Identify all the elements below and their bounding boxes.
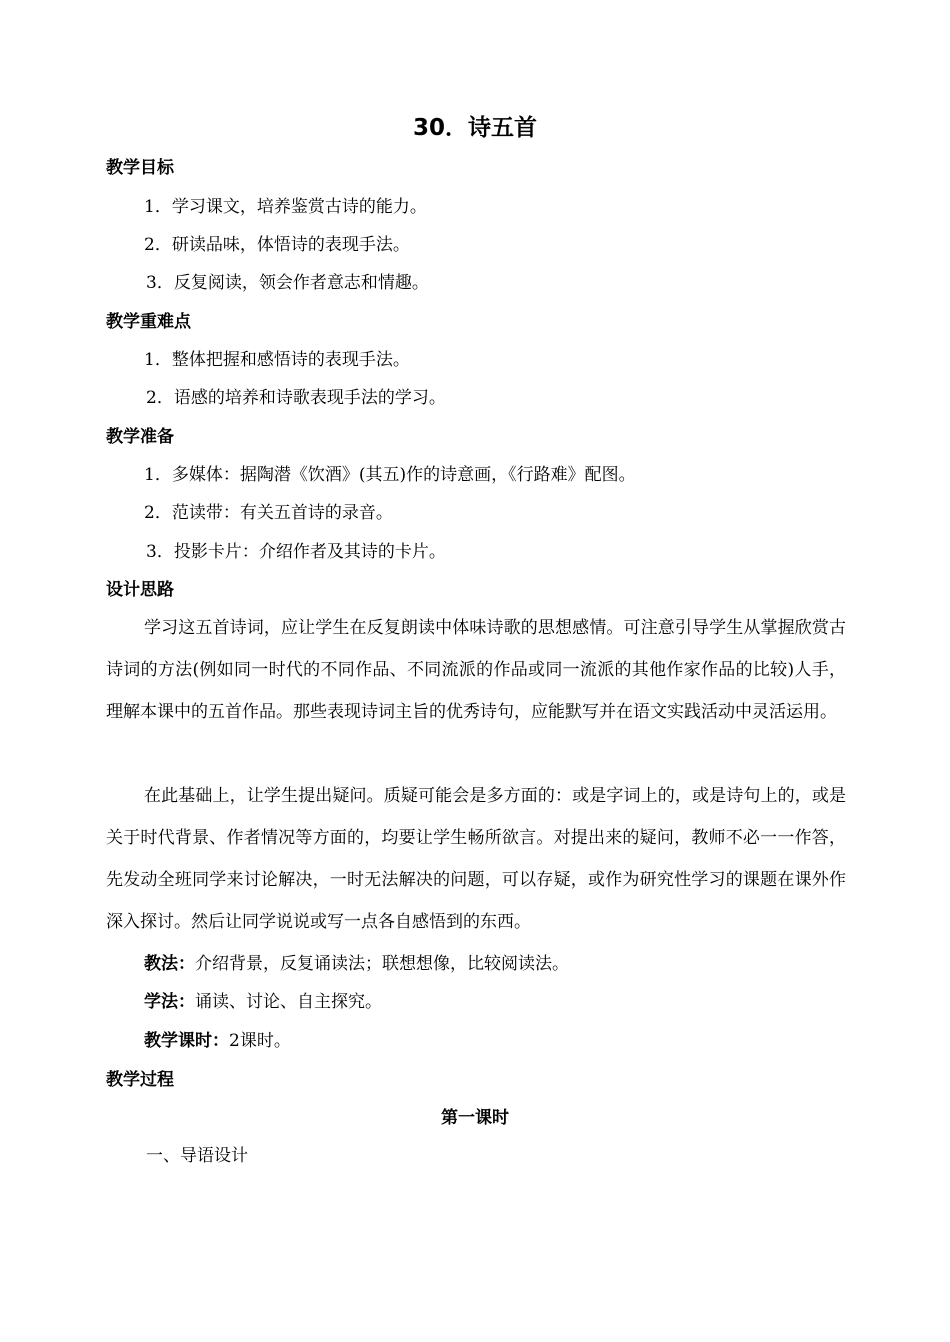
objective-item: 1．学习课文，培养鉴赏古诗的能力。 bbox=[144, 197, 427, 217]
key-points-heading: 教学重难点 bbox=[106, 312, 191, 332]
class-hours-label: 教学课时： bbox=[144, 1031, 229, 1051]
preparation-item: 2．范读带：有关五首诗的录音。 bbox=[144, 503, 393, 523]
learning-method-label: 学法： bbox=[144, 992, 195, 1012]
learning-method bbox=[144, 991, 382, 1013]
key-point-item: 1．整体把握和感悟诗的表现手法。 bbox=[144, 350, 410, 370]
key-point-item: 2．语感的培养和诗歌表现手法的学习。 bbox=[146, 388, 446, 408]
teaching-method bbox=[144, 953, 569, 975]
preparation-heading: 教学准备 bbox=[106, 427, 174, 447]
preparation-item: 3．投影卡片：介绍作者及其诗的卡片。 bbox=[146, 542, 446, 562]
learning-method-text: 诵读、讨论、自主探究。 bbox=[195, 992, 382, 1012]
design-paragraph: 学习这五首诗词，应让学生在反复朗读中体味诗歌的思想感情。可注意引导学生从掌握欣赏古诗词的方法(例如同一时代的不同作品、不同流派的作品或同一流派的其他作家作品的比较)人手，理解本课中的五首作品。那些表现诗词主旨的优秀诗句，应能默写并在语文实践活动中灵活运用。 bbox=[106, 618, 846, 722]
teaching-method-label: 教法： bbox=[144, 954, 195, 974]
process-step: 一、导语设计 bbox=[146, 1146, 248, 1166]
class-hours bbox=[144, 1030, 291, 1052]
objective-item: 2．研读品味，体悟诗的表现手法。 bbox=[144, 235, 410, 255]
objectives-heading: 教学目标 bbox=[106, 158, 174, 178]
design-heading: 设计思路 bbox=[106, 580, 174, 600]
lesson-title: 第一课时 bbox=[441, 1108, 509, 1128]
design-paragraph: 在此基础上，让学生提出疑问。质疑可能会是多方面的：或是字词上的，或是诗句上的，或是关于时代背景、作者情况等方面的，均要让学生畅所欲言。对提出来的疑问，教师不必一一作答，先发动全班同学来讨论解决，一时无法解决的问题，可以存疑，或作为研究性学习的课题在课外作深入探讨。然后让同学说说或写一点各自感悟到的东西。 bbox=[106, 786, 846, 932]
class-hours-text: 2课时。 bbox=[229, 1031, 291, 1051]
objective-item: 3．反复阅读，领会作者意志和情趣。 bbox=[146, 273, 429, 293]
preparation-item: 1．多媒体：据陶潜《饮酒》(其五)作的诗意画，《行路难》配图。 bbox=[144, 465, 636, 485]
process-heading: 教学过程 bbox=[106, 1070, 174, 1090]
teaching-method-text: 介绍背景，反复诵读法；联想想像，比较阅读法。 bbox=[195, 954, 569, 974]
page-title: 30．诗五首 bbox=[412, 115, 537, 141]
